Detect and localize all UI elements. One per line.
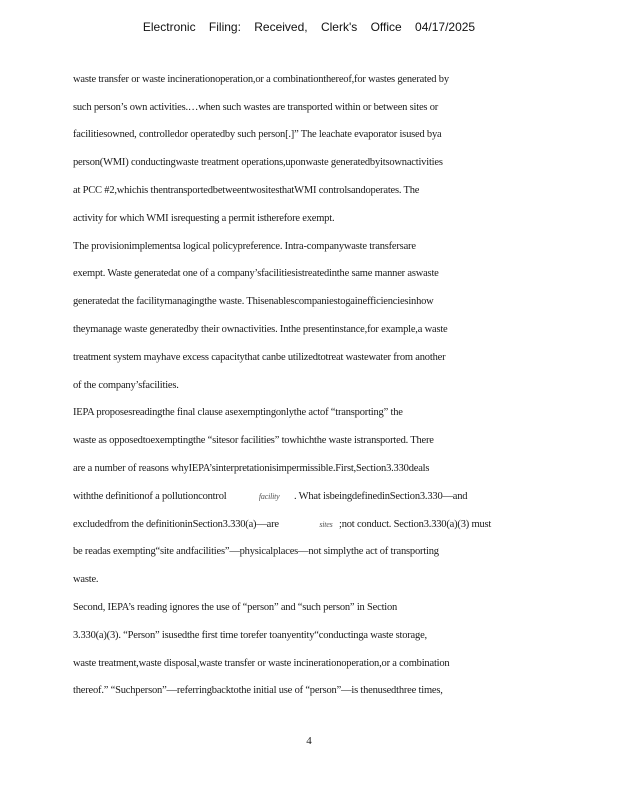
body-line: be readas exempting“site andfacilities”—physicalplaces—not simplythe act of transporting bbox=[73, 546, 439, 557]
filing-header: Electronic Filing: Received, Clerk's Office 04/17/2025 bbox=[142, 20, 476, 34]
body-line-text: ;not conduct. Section3.330(a)(3) must bbox=[338, 519, 492, 530]
body-line: are a number of reasons whyIEPA’sinterpretationisimpermissible.First,Section3.330deals bbox=[73, 463, 430, 474]
italic-word: sites bbox=[319, 520, 333, 529]
body-line bbox=[73, 518, 491, 532]
body-line bbox=[73, 490, 467, 504]
body-line: such person’s own activities.…when such wastes are transported within or between sites or bbox=[73, 102, 439, 113]
body-line: generatedat the facilitymanagingthe waste. Thisenablescompaniestogainefficienciesinhow bbox=[73, 296, 434, 307]
body-line: treatment system mayhave excess capacitythat canbe utilizedtotreat wastewater from another bbox=[73, 352, 446, 363]
body-line: exempt. Waste generatedat one of a company’sfacilitiesistreatedinthe same manner aswaste bbox=[73, 268, 439, 279]
body-line: at PCC #2,whichis thentransportedbetweentwositesthatWMI controlsandoperates. The bbox=[73, 185, 420, 196]
body-line: waste. bbox=[73, 574, 99, 585]
body-line: theymanage waste generatedby their ownactivities. Inthe presentinstance,for example,a waste bbox=[73, 324, 448, 335]
body-line: waste as opposedtoexemptingthe “sitesor facilities” towhichthe waste istransported. There bbox=[73, 435, 434, 446]
body-line: person(WMI) conductingwaste treatment operations,uponwaste generatedbyitsownactivities bbox=[73, 157, 443, 168]
body-line: waste treatment,waste disposal,waste transfer or waste incinerationoperation,or a combination bbox=[73, 658, 450, 669]
body-line: waste transfer or waste incinerationoperation,or a combinationthereof,for wastes generated by bbox=[73, 74, 449, 85]
page-number: 4 bbox=[306, 735, 312, 747]
body-line: of the company’sfacilities. bbox=[73, 380, 179, 391]
body-line: 3.330(a)(3). “Person” isusedthe first time torefer toanyentity“conductinga waste storage, bbox=[73, 630, 427, 641]
body-line: activity for which WMI isrequesting a permit istherefore exempt. bbox=[73, 213, 335, 224]
body-line-text: withthe definitionof a pollutioncontrol bbox=[73, 491, 227, 502]
body-line-text: . What isbeingdefinedinSection3.330—and bbox=[293, 491, 468, 502]
body-line: Second, IEPA’s reading ignores the use of “person” and “such person” in Section bbox=[73, 602, 398, 613]
body-line: IEPA proposesreadingthe final clause asexemptingonlythe actof “transporting” the bbox=[73, 407, 403, 418]
body-line: facilitiesowned, controlledor operatedby such person[.]” The leachate evaporator isused bya bbox=[73, 129, 442, 140]
body-line: The provisionimplementsa logical policypreference. Intra-companywaste transfersare bbox=[73, 241, 416, 252]
body-line: thereof.” “Suchperson”—referringbacktothe initial use of “person”—is thenusedthree times, bbox=[73, 685, 443, 696]
body-line-text: excludedfrom the definitioninSection3.330(a)—are bbox=[73, 519, 279, 530]
italic-word: facility bbox=[258, 492, 280, 501]
